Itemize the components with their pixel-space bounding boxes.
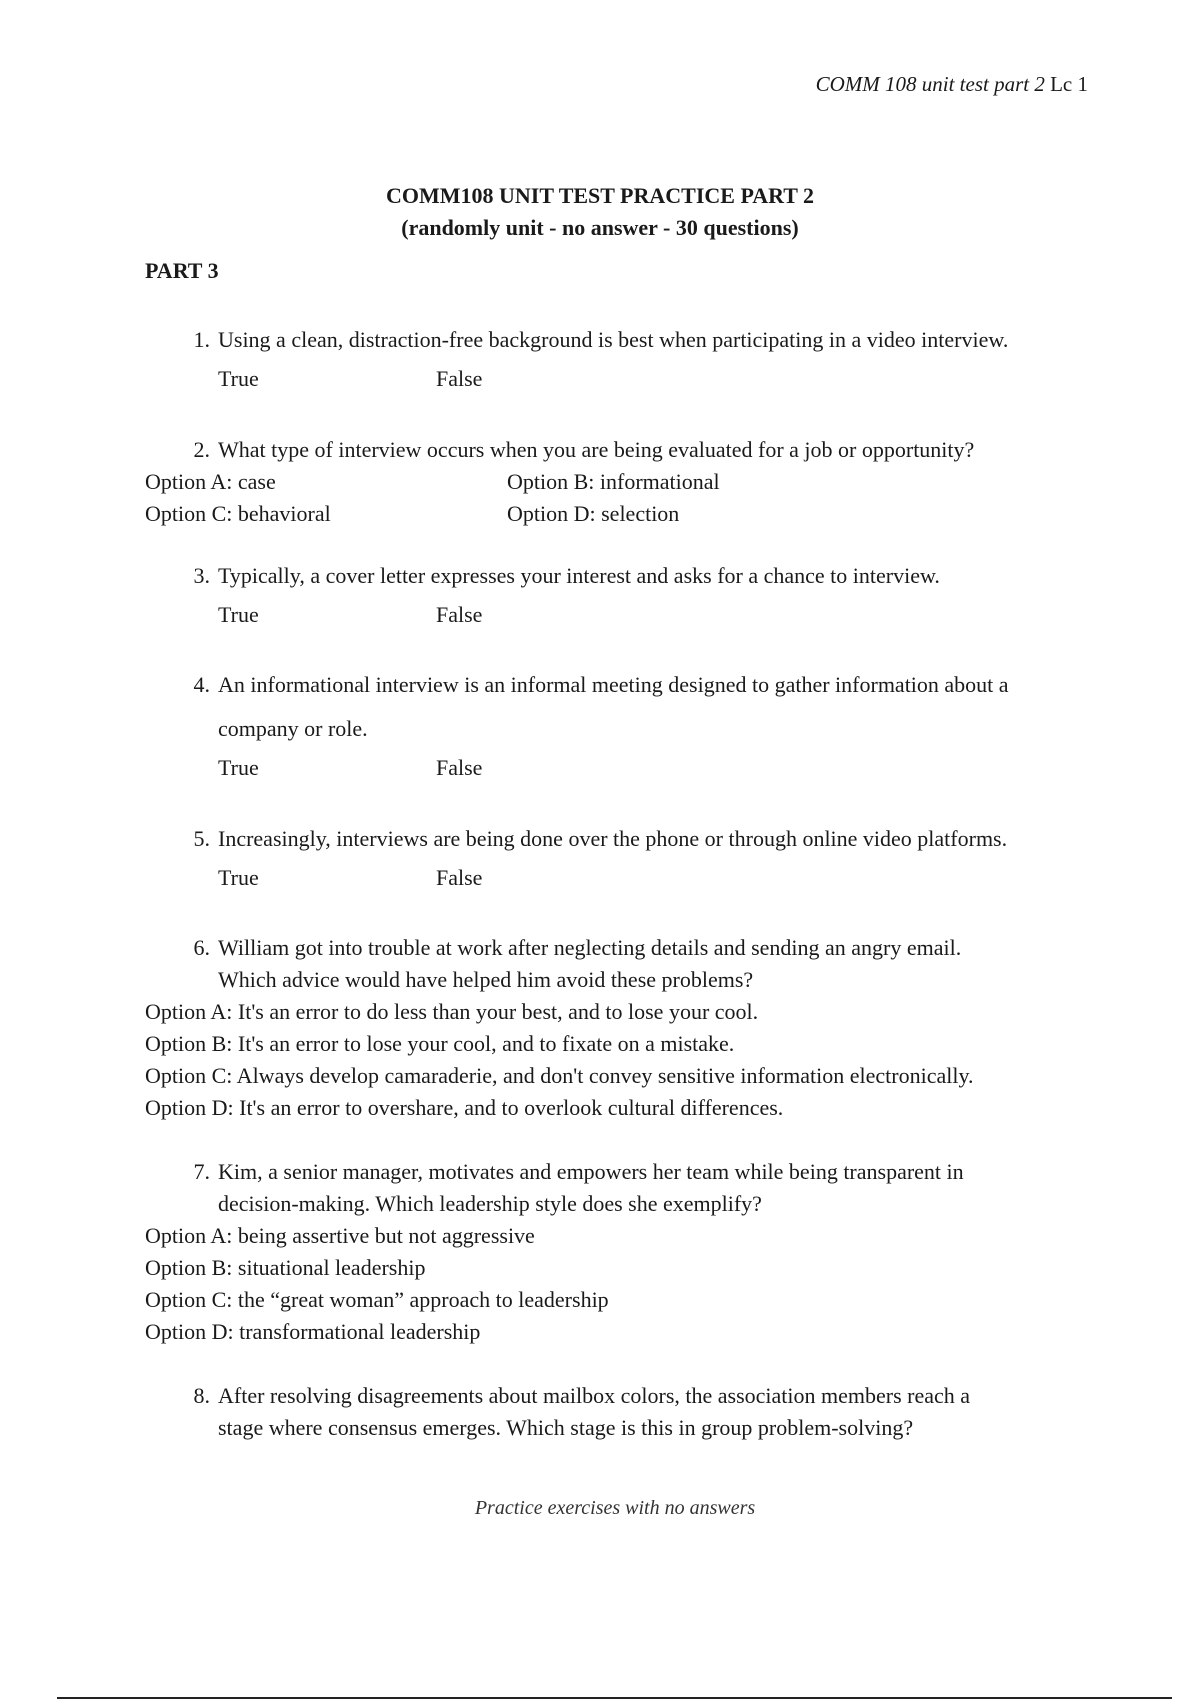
option-a: Option A: being assertive but not aggressive: [145, 1223, 535, 1248]
question-1: [145, 324, 1095, 400]
question-text-continued: decision-making. Which leadership style does she exemplify?: [218, 1191, 762, 1216]
question-number: 6.: [193, 935, 210, 960]
question-text: Increasingly, interviews are being done over the phone or through online video platforms.: [218, 826, 1008, 851]
option-c: Option C: the “great woman” approach to leadership: [145, 1287, 609, 1312]
option-a: Option A: It's an error to do less than your best, and to lose your cool.: [145, 999, 759, 1024]
question-text-continued: company or role.: [218, 716, 368, 741]
question-text: After resolving disagreements about mailbox colors, the association members reach a: [218, 1383, 971, 1408]
question-2: [145, 434, 1095, 530]
document-title: COMM108 UNIT TEST PRACTICE PART 2: [385, 183, 815, 208]
question-text: William got into trouble at work after neglecting details and sending an angry email.: [218, 935, 962, 960]
question-number: 5.: [193, 826, 210, 851]
question-number: 8.: [193, 1383, 210, 1408]
question-text: Kim, a senior manager, motivates and empowers her team while being transparent in: [218, 1159, 964, 1184]
question-number: 2.: [193, 437, 210, 462]
part-label: PART 3: [145, 258, 219, 283]
option-a: Option A: case: [145, 469, 276, 494]
question-3: [145, 560, 1095, 636]
true-label: True: [218, 865, 259, 890]
question-number: 4.: [193, 672, 210, 697]
option-grid: [145, 466, 1095, 530]
question-text: Typically, a cover letter expresses your interest and asks for a chance to interview.: [218, 563, 940, 588]
question-number: 3.: [193, 563, 210, 588]
option-b: Option B: informational: [507, 469, 720, 494]
question-number: 7.: [193, 1159, 210, 1184]
question-6: [145, 932, 1095, 1124]
true-false-row: [145, 366, 1095, 400]
document-subtitle: (randomly unit - no answer - 30 questions): [401, 215, 799, 240]
true-label: True: [218, 602, 259, 627]
question-number: 1.: [193, 327, 210, 352]
true-label: True: [218, 366, 259, 391]
true-false-row: [145, 865, 1095, 899]
false-label: False: [436, 366, 483, 391]
question-text: What type of interview occurs when you are being evaluated for a job or opportunity?: [218, 437, 975, 462]
false-label: False: [436, 602, 483, 627]
header-suffix: Lc 1: [1050, 72, 1088, 96]
option-c: Option C: behavioral: [145, 501, 331, 526]
false-label: False: [436, 865, 483, 890]
question-7: [145, 1156, 1095, 1348]
question-text: Using a clean, distraction-free background is best when participating in a video interview.: [218, 327, 1009, 352]
false-label: False: [436, 755, 483, 780]
question-5: [145, 823, 1095, 899]
footer-note: Practice exercises with no answers: [474, 1497, 756, 1519]
true-label: True: [218, 755, 259, 780]
option-d: Option D: transformational leadership: [145, 1319, 481, 1344]
option-list: [145, 1220, 1095, 1348]
page-bottom-rule: [57, 1697, 1172, 1699]
header-course: COMM 108 unit test part 2: [815, 72, 1045, 96]
question-text: An informational interview is an informal meeting designed to gather information about a: [218, 672, 1009, 697]
question-text-continued: stage where consensus emerges. Which stage is this in group problem-solving?: [218, 1415, 914, 1440]
title-block: [0, 180, 1200, 244]
running-header: [816, 72, 1088, 97]
option-list: [145, 996, 1095, 1124]
option-d: Option D: selection: [507, 501, 680, 526]
question-8: [145, 1380, 1095, 1444]
option-b: Option B: situational leadership: [145, 1255, 426, 1280]
option-c: Option C: Always develop camaraderie, and don't convey sensitive information electronically.: [145, 1063, 974, 1088]
option-b: Option B: It's an error to lose your cool, and to fixate on a mistake.: [145, 1031, 735, 1056]
option-d: Option D: It's an error to overshare, and to overlook cultural differences.: [145, 1095, 784, 1120]
question-4: [145, 669, 1095, 789]
true-false-row: [145, 602, 1095, 636]
question-text-continued: Which advice would have helped him avoid these problems?: [218, 967, 754, 992]
true-false-row: [145, 755, 1095, 789]
